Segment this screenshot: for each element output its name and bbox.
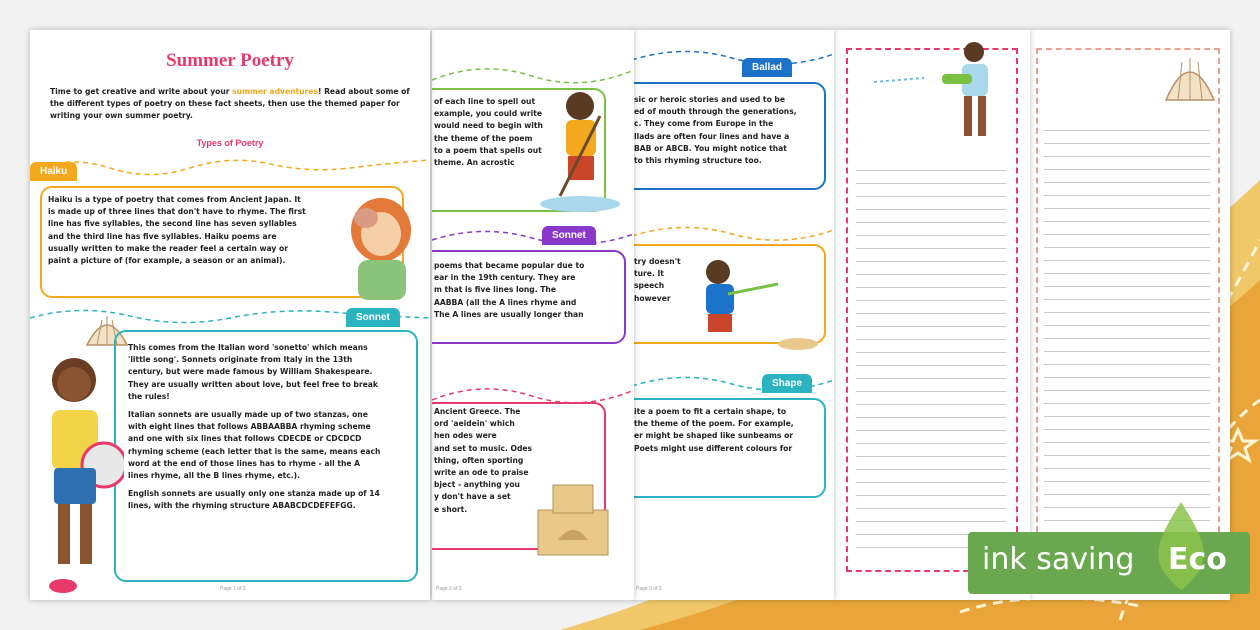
wavy-divider	[632, 216, 834, 246]
acrostic-line: theme. An acrostic	[434, 158, 515, 168]
writing-line	[856, 235, 1006, 236]
sonnet-line: with eight lines that follows ABBAABBA rhyming scheme	[128, 422, 371, 432]
writing-line	[1044, 130, 1210, 131]
writing-line	[856, 443, 1006, 444]
ode-line: y don't have a set	[434, 492, 511, 502]
fact-sheet-page-1	[30, 30, 430, 600]
writing-line	[1044, 169, 1210, 170]
shape-text	[634, 406, 814, 455]
writing-line	[856, 378, 1006, 379]
ballad-line: c. They come from Europe in the	[634, 119, 774, 129]
writing-line	[856, 352, 1006, 353]
writing-line	[1044, 221, 1210, 222]
free-verse-text	[634, 256, 694, 305]
writing-line	[856, 417, 1006, 418]
writing-line	[856, 300, 1006, 301]
sonnet-text	[128, 342, 416, 513]
sonnet-line: lines rhyme, all the B lines rhyme, etc.).	[128, 471, 300, 481]
acrostic-line: the theme of the poem	[434, 133, 533, 143]
haiku-line: and the third line has five syllables. Haiku poems are	[48, 231, 277, 241]
fact-sheet-page-2	[432, 30, 634, 600]
writing-line	[856, 313, 1006, 314]
ballad-line: ed of mouth through the generations,	[634, 107, 797, 117]
ode-line: e short.	[434, 504, 468, 514]
writing-line	[1044, 312, 1210, 313]
haiku-line: is made up of three lines that don't have to rhyme. The first	[48, 207, 306, 217]
writing-line	[1044, 195, 1210, 196]
sonnet-line: the rules!	[128, 391, 170, 401]
sonnet-line: This comes from the Italian word 'sonetto' which means	[128, 343, 368, 352]
ink-saving-eco-badge	[968, 532, 1250, 594]
writing-line	[1044, 442, 1210, 443]
writing-line	[1044, 273, 1210, 274]
page-number: Page 1 of 3	[220, 586, 246, 592]
lined-paper-page-1	[834, 30, 1030, 600]
haiku-line: line has five syllables, the second line has seven syllables	[48, 219, 297, 229]
shape-tab: Shape	[762, 374, 812, 393]
writing-line	[1044, 208, 1210, 209]
boy-with-ball-illustration	[34, 350, 124, 580]
girl-with-water-gun-illustration	[864, 38, 1014, 158]
ballad-line: llads are often four lines and have a	[634, 131, 790, 141]
haiku-tab: Haiku	[30, 162, 77, 181]
intro-text-b: ! Read about some of the different types of poetry on these fact sheets, then use the themed paper for writing your own summer poetry.	[50, 87, 410, 121]
ode-line: thing, often sporting	[434, 455, 524, 465]
ballad-line: BAB or ABCB. You might notice that	[634, 143, 787, 153]
free-verse-line: try doesn't	[634, 257, 681, 266]
acrostic-text	[434, 96, 544, 169]
twinkl-logo	[48, 578, 78, 594]
writing-line	[1044, 260, 1210, 261]
free-verse-line: however	[634, 293, 671, 303]
writing-line	[856, 365, 1006, 366]
intro-highlight: summer adventures	[232, 87, 318, 96]
writing-line	[856, 248, 1006, 249]
limerick-text	[434, 260, 614, 321]
acrostic-line: of each line to spell out	[434, 97, 536, 106]
writing-line	[1044, 403, 1210, 404]
writing-line	[1044, 247, 1210, 248]
writing-line	[1044, 468, 1210, 469]
intro-text	[50, 86, 410, 123]
types-heading: Types of Poetry	[196, 138, 264, 148]
child-digging-illustration	[688, 244, 828, 354]
sonnet-tab: Sonnet	[346, 308, 400, 327]
fact-sheet-page-3	[632, 30, 834, 600]
writing-line	[1044, 455, 1210, 456]
writing-line	[856, 404, 1006, 405]
writing-line	[1044, 416, 1210, 417]
sonnet-line: rhyming scheme (each letter that is the same, means each	[128, 446, 381, 456]
acrostic-line: would need to begin with	[434, 121, 543, 131]
sonnet-line: They are usually written about love, but feel free to break	[128, 379, 378, 389]
writing-line	[856, 170, 1006, 171]
acrostic-line: to a poem that spells out	[434, 145, 542, 155]
writing-line	[1044, 325, 1210, 326]
ode-line: and set to music. Odes	[434, 443, 533, 453]
writing-line	[856, 196, 1006, 197]
writing-line	[856, 261, 1006, 262]
wavy-divider	[432, 50, 634, 90]
writing-line	[1044, 390, 1210, 391]
writing-line	[1044, 377, 1210, 378]
shape-line: the theme of the poem. For example,	[634, 419, 794, 429]
writing-line	[856, 222, 1006, 223]
sonnet-line: lines, with the rhyming structure ABABCDCDEFEFGG.	[128, 501, 356, 511]
sonnet-line: and one with six lines that follows CDECDE or CDCDCD	[128, 434, 362, 444]
writing-line	[1044, 182, 1210, 183]
writing-line	[1044, 299, 1210, 300]
writing-line	[856, 495, 1006, 496]
limerick-line: poems that became popular due to	[434, 261, 585, 270]
boy-with-net-illustration	[540, 86, 630, 216]
ode-line: ord 'aeidein' which	[434, 419, 515, 429]
ink-saving-label: ink saving	[982, 542, 1135, 577]
sonnet-line: 'little song'. Sonnets originate from Italy in the 13th	[128, 355, 353, 365]
writing-line	[1044, 351, 1210, 352]
writing-line	[1044, 156, 1210, 157]
ballad-line: sic or heroic stories and used to be	[634, 95, 786, 104]
sandcastle-illustration	[528, 470, 618, 560]
shape-line: er might be shaped like sunbeams or	[634, 431, 794, 441]
haiku-text	[48, 194, 348, 267]
writing-line	[856, 508, 1006, 509]
writing-line	[856, 287, 1006, 288]
sonnet-line: century, but were made famous by William Shakespeare.	[128, 367, 373, 377]
writing-line	[1044, 429, 1210, 430]
limerick-line: The A lines are usually longer than	[434, 309, 584, 319]
writing-line	[856, 469, 1006, 470]
ode-line: bject - anything you	[434, 480, 520, 490]
wavy-divider	[30, 150, 430, 180]
shape-line: ite a poem to fit a certain shape, to	[634, 407, 787, 416]
writing-line	[1044, 364, 1210, 365]
page-number-2: Page 2 of 3	[436, 586, 462, 592]
sonnet-line: English sonnets are usually only one stanza made up of 14	[128, 489, 380, 499]
wavy-divider	[632, 40, 834, 70]
shape-line: Poets might use different colours for	[634, 443, 793, 453]
intro-text-a: Time to get creative and write about your	[50, 87, 233, 96]
acrostic-line: example, you could write	[434, 109, 542, 119]
writing-line	[1044, 143, 1210, 144]
writing-line	[856, 430, 1006, 431]
writing-line	[856, 326, 1006, 327]
page-title: Summer Poetry	[166, 50, 294, 71]
writing-line	[856, 391, 1006, 392]
free-verse-line: speech	[634, 281, 665, 291]
ballad-text	[634, 94, 814, 167]
ode-line: write an ode to praise	[434, 468, 529, 478]
writing-line	[1044, 286, 1210, 287]
page-number-3: Page 3 of 3	[636, 586, 662, 592]
wavy-divider	[432, 220, 634, 250]
limerick-line: ear in the 19th century. They are	[434, 273, 576, 283]
writing-line	[856, 274, 1006, 275]
seashell-icon	[1160, 48, 1220, 108]
eco-label: Eco	[1168, 542, 1227, 577]
ode-line: hen odes were	[434, 431, 497, 441]
ode-line: Ancient Greece. The	[434, 407, 521, 416]
writing-line	[856, 183, 1006, 184]
writing-line	[1044, 338, 1210, 339]
limerick-line: AABBA (all the A lines rhyme and	[434, 297, 577, 307]
ballad-line: to this rhyming structure too.	[634, 156, 762, 166]
writing-line	[856, 521, 1006, 522]
girl-with-shell-illustration	[336, 190, 426, 300]
sonnet-line: word at the end of those lines has to rhyme - all the A	[128, 458, 361, 468]
free-verse-line: ture. It	[634, 269, 664, 279]
limerick-line: m that is five lines long. The	[434, 285, 556, 295]
writing-line	[1044, 481, 1210, 482]
sonnet-line: Italian sonnets are usually made up of two stanzas, one	[128, 410, 368, 420]
writing-line	[1044, 234, 1210, 235]
writing-line	[856, 339, 1006, 340]
haiku-line: Haiku is a type of poetry that comes from Ancient Japan. It	[48, 195, 301, 204]
writing-line	[1044, 494, 1210, 495]
writing-line	[856, 209, 1006, 210]
haiku-line: usually written to make the reader feel a certain way or	[48, 243, 288, 253]
ballad-tab: Ballad	[742, 58, 792, 77]
sonnet-tab-2: Sonnet	[542, 226, 596, 245]
writing-line	[856, 482, 1006, 483]
writing-line	[856, 456, 1006, 457]
haiku-line: paint a picture of (for example, a season or an animal).	[48, 256, 286, 266]
